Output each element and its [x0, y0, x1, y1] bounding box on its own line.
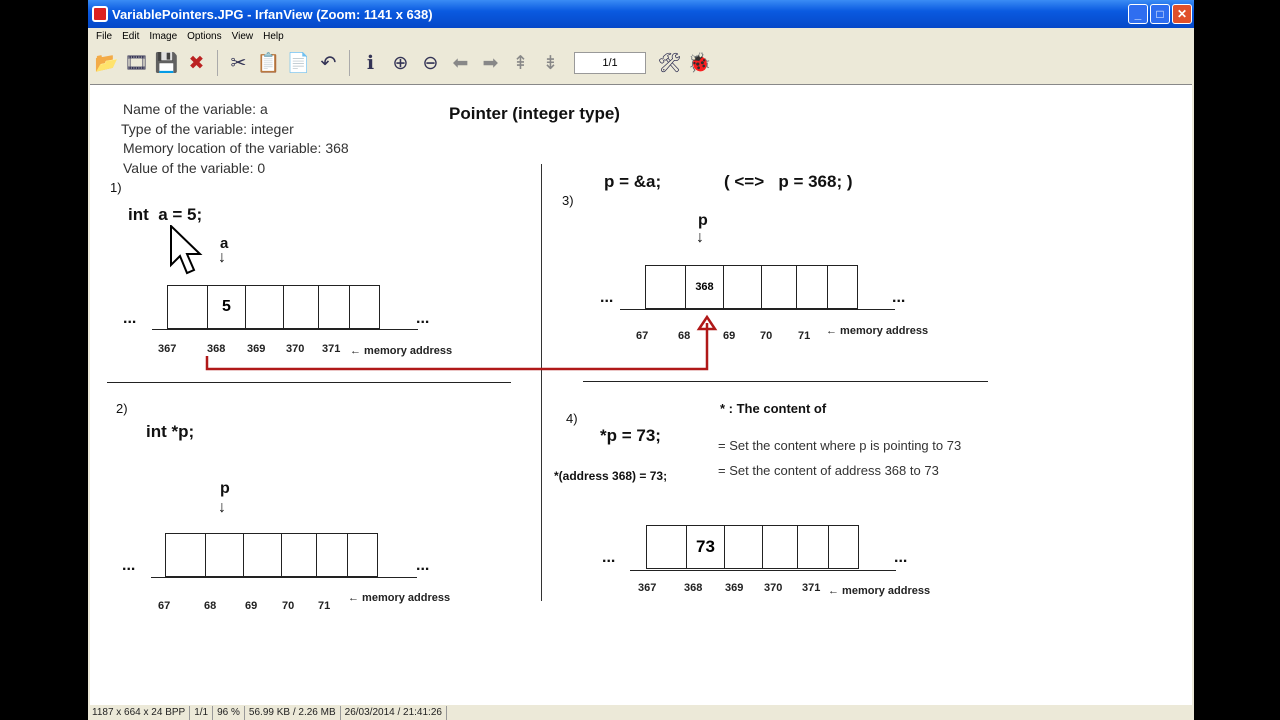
address-number: 70 [282, 600, 295, 612]
address-number: 368 [684, 582, 703, 594]
menu-file[interactable]: File [96, 31, 113, 42]
pointer-connection-arrow [90, 85, 1192, 706]
memory-cell: 73 [686, 525, 725, 569]
address-number: 369 [247, 343, 266, 355]
description-line: = Set the content of address 368 to 73 [718, 463, 939, 478]
maximize-button[interactable]: □ [1150, 4, 1170, 24]
code-line: p = &a; [604, 172, 662, 191]
mouse-cursor-icon [170, 225, 206, 277]
address-number: 369 [725, 582, 744, 594]
memory-address-label: ← memory address [350, 345, 453, 357]
pointer-label: p [220, 480, 230, 497]
address-number: 69 [245, 600, 258, 612]
address-number: 371 [322, 343, 341, 355]
equivalent-code: ( <=> p = 368; ) [724, 172, 853, 191]
info-icon[interactable]: ℹ [366, 52, 375, 74]
ellipsis: ... [892, 289, 906, 306]
status-datetime: 26/03/2014 / 21:41:26 [341, 706, 447, 720]
zoom-in-icon[interactable]: ⊕ [392, 52, 409, 74]
status-zoom: 96 % [213, 706, 245, 720]
irfanview-window [88, 0, 1194, 720]
first-page-icon[interactable]: ⇞ [512, 52, 529, 74]
ellipsis: ... [894, 549, 908, 566]
address-number: 67 [636, 330, 649, 342]
address-number: 370 [764, 582, 783, 594]
toolbar-separator [217, 50, 218, 76]
step-number: 4) [566, 411, 578, 426]
step-number: 2) [116, 401, 128, 416]
open-folder-icon[interactable]: 📂 [94, 53, 119, 74]
menu-options[interactable]: Options [187, 31, 222, 42]
memory-address-label: ← memory address [348, 592, 451, 604]
undo-icon[interactable]: ↶ [320, 52, 337, 74]
title-bar [88, 0, 1194, 28]
paste-icon[interactable]: 📄 [286, 53, 311, 74]
next-icon[interactable]: ➡ [482, 52, 499, 74]
ellipsis: ... [122, 557, 136, 574]
last-page-icon[interactable]: ⇟ [542, 52, 559, 74]
bug-icon[interactable]: 🐞 [687, 53, 712, 74]
menu-view[interactable]: View [231, 31, 254, 42]
delete-icon[interactable]: ✖ [188, 52, 205, 74]
copy-icon[interactable]: 📋 [256, 53, 281, 74]
image-canvas [90, 84, 1192, 705]
window-title: VariablePointers.JPG - IrfanView (Zoom: 1141 x 638) [112, 6, 433, 22]
minimize-button[interactable]: _ [1128, 4, 1148, 24]
irfanview-app-icon [92, 6, 108, 22]
address-number: 368 [207, 343, 226, 355]
ellipsis: ... [416, 557, 430, 574]
settings-tools-icon[interactable]: 🛠 [657, 53, 682, 74]
status-page: 1/1 [190, 706, 213, 720]
code-line: int a = 5; [128, 205, 203, 224]
address-number: 367 [158, 343, 177, 355]
step-number: 3) [562, 193, 574, 208]
memory-cell: 368 [685, 265, 724, 309]
pointer-label: p [698, 212, 708, 229]
down-arrow: ↓ [696, 229, 704, 246]
ellipsis: ... [602, 549, 616, 566]
code-line: int *p; [146, 422, 195, 441]
address-number: 370 [286, 343, 305, 355]
toolbar-separator [349, 50, 350, 76]
address-number: 371 [802, 582, 821, 594]
description-line: = Set the content where p is pointing to 73 [718, 438, 962, 453]
status-dimensions: 1187 x 664 x 24 BPP [88, 706, 190, 720]
menu-edit[interactable]: Edit [122, 31, 140, 42]
down-arrow: ↓ [218, 249, 226, 266]
menu-image[interactable]: Image [149, 31, 178, 42]
close-button[interactable]: ✕ [1172, 4, 1192, 24]
ellipsis: ... [416, 310, 430, 327]
info-line: Name of the variable: a [123, 101, 268, 117]
info-line: Memory location of the variable: 368 [123, 140, 349, 156]
menu-bar [88, 28, 290, 45]
step-number: 1) [110, 180, 122, 195]
slide-title: Pointer (integer type) [449, 104, 620, 123]
memory-cell: 5 [207, 285, 246, 329]
status-filesize: 56.99 KB / 2.26 MB [245, 706, 341, 720]
variable-label: a [220, 235, 229, 252]
address-number: 67 [158, 600, 171, 612]
down-arrow: ↓ [218, 499, 226, 516]
address-number: 68 [678, 330, 691, 342]
info-line: Value of the variable: 0 [123, 159, 266, 176]
address-number: 367 [638, 582, 657, 594]
address-number: 71 [798, 330, 811, 342]
save-icon[interactable]: 💾 [154, 53, 179, 74]
slideshow-icon[interactable]: 🎞 [124, 53, 149, 74]
address-code: *(address 368) = 73; [554, 469, 668, 483]
status-bar [88, 706, 1194, 720]
zoom-out-icon[interactable]: ⊖ [422, 52, 439, 74]
cut-icon[interactable]: ✂ [230, 52, 247, 74]
info-line: Type of the variable: integer [121, 120, 294, 137]
code-line: *p = 73; [600, 426, 661, 445]
address-number: 71 [318, 600, 331, 612]
previous-icon[interactable]: ⬅ [452, 52, 469, 74]
toolbar [88, 46, 1194, 80]
memory-address-label: ← memory address [826, 325, 929, 337]
ellipsis: ... [600, 289, 614, 306]
address-number: 68 [204, 600, 217, 612]
memory-address-label: ← memory address [828, 585, 931, 597]
menu-help[interactable]: Help [263, 31, 284, 42]
page-number-field[interactable]: 1/1 [574, 52, 646, 74]
address-number: 69 [723, 330, 736, 342]
ellipsis: ... [123, 310, 137, 327]
address-number: 70 [760, 330, 773, 342]
dereference-note: * : The content of [720, 401, 827, 416]
